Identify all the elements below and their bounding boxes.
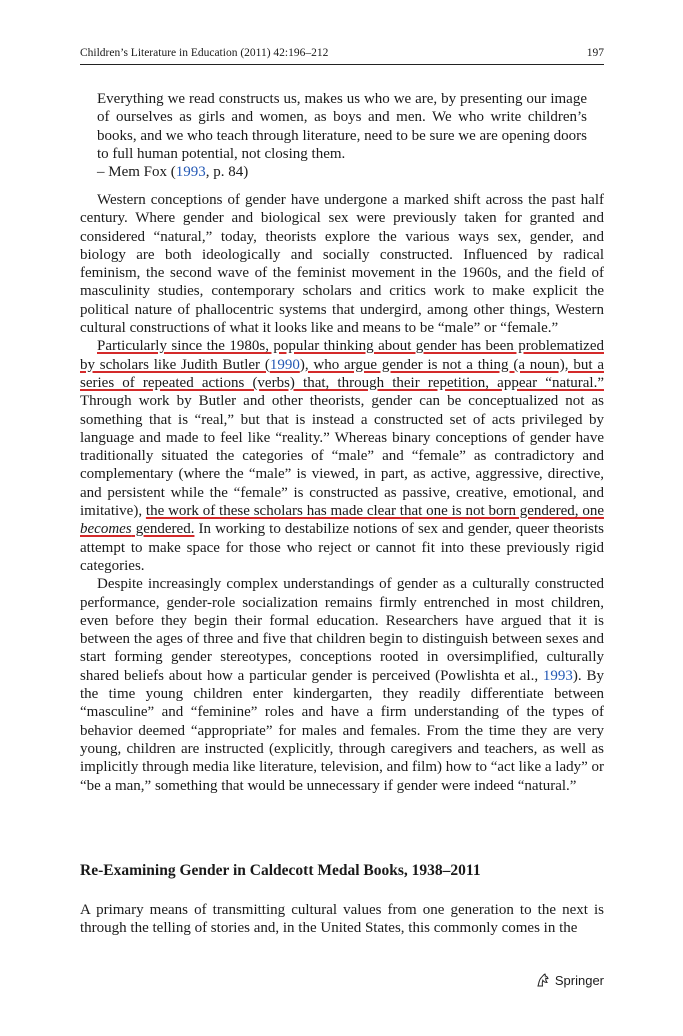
highlight-underline-1 xyxy=(80,338,604,391)
p2-underline2-text-b: gendered. xyxy=(131,521,195,538)
p2-end-text: In working to destabilize notions of sex and gender, queer theorists attempt to make space for those who reject or cannot fit into these previously rigid categories. xyxy=(80,521,605,574)
paragraph-1: Western conceptions of gender have undergone a marked shift across the past half century. Where gender and biological sex were previously taken for granted and considered “natural,” today, theorists explore the various ways sex, gender, and biology are both ideologically and socially constructed. Influenced by radical feminism, the second wave of the feminist movement in the 1960s, and the field of masculinity studies, contemporary scholars and critics work to make explicit the political nature of phallocentric systems that undergird, among other things, Western cultural constructions of what it looks like and means to be “male” or “female.” xyxy=(80,192,604,337)
citation-link-powlishta-1993[interactable]: 1993 xyxy=(542,667,573,684)
section-continuation-paragraph: A primary means of transmitting cultural values from one generation to the next is through the telling of stories and, in the United States, this commonly comes in the xyxy=(80,902,604,937)
attribution-prefix: – Mem Fox ( xyxy=(97,164,176,181)
page-number: 197 xyxy=(586,47,604,59)
p3-text-a: Despite increasingly complex understandings of gender as a culturally constructed performance, gender-role socialization remains firmly entrenched in most children, even before they begin their formal education. Researchers have argued that it is between the ages of three and five that children begin to distinguish between sexes and start forming gender stereotypes, conceptions rooted in oversimplified, culturally shared beliefs about how a particular gender is perceived (Powlishta et al., xyxy=(80,576,604,684)
p3-text-b: ). By the time young children enter kindergarten, they readily differentiate between “masculine” and “feminine” roles and have a firm understanding of the types of behavior deemed “appropriate” for males and females. From the time they are very young, children are instructed (explicitly, through caregivers and teachers, as well as implicitly through media like literature, television, and film) how to “act like a lady” or “be a man,” something that would be unnecessary if gender were indeed “natural.” xyxy=(80,667,605,794)
publisher-name: Springer xyxy=(554,972,604,988)
section-heading: Re-Examining Gender in Caldecott Medal Books, 1938–2011 xyxy=(80,862,481,879)
p2-middle-text: Through work by Butler and other theorists, gender can be conceptualized not as something that is “real,” but that is instead a constructed set of acts privileged by language and made to feel like “reality.” Whereas binary conceptions of gender have traditionally situated the categories of “male” and “female” as contradictory and complementary (where the “male” is viewed, in part, as active, aggressive, directive, and persistent while the “female” is constructed as passive, creative, emotional, and imitative), xyxy=(80,393,604,520)
journal-citation: Children’s Literature in Education (2011) 42:196–212 xyxy=(80,47,329,59)
paragraph-2 xyxy=(80,337,604,575)
running-header xyxy=(80,47,604,65)
citation-link-fox-1993[interactable]: 1993 xyxy=(175,164,206,181)
p2-underline-text-b: ), who argue gender is not a thing (a noun), but a series of repeated actions (verbs) that, through their repetition, appear “natural.” xyxy=(80,356,604,391)
publisher-footer xyxy=(535,972,604,988)
attribution-suffix: , p. 84) xyxy=(205,164,249,181)
body-text xyxy=(80,191,604,795)
citation-link-butler-1990[interactable]: 1990 xyxy=(269,356,300,373)
epigraph-quote: Everything we read constructs us, makes us who we are, by presenting our image of ourselves as girls and women, as boys and men. We who write children’s books, and we who teach through literature, need to be sure we are opening doors to full human potential, not closing them. xyxy=(97,91,587,162)
epigraph-attribution xyxy=(97,163,587,181)
epigraph xyxy=(97,90,587,181)
p2-underline2-text-a: the work of these scholars has made clear that one is not born gendered, one xyxy=(145,503,604,520)
p2-underline-text-a: Particularly since the 1980s, popular thinking about gender has been problematized by scholars like Judith Butler ( xyxy=(80,338,604,373)
paragraph-3 xyxy=(80,575,604,795)
emphasis-becomes: becomes xyxy=(80,521,132,538)
springer-horse-icon xyxy=(535,972,551,988)
